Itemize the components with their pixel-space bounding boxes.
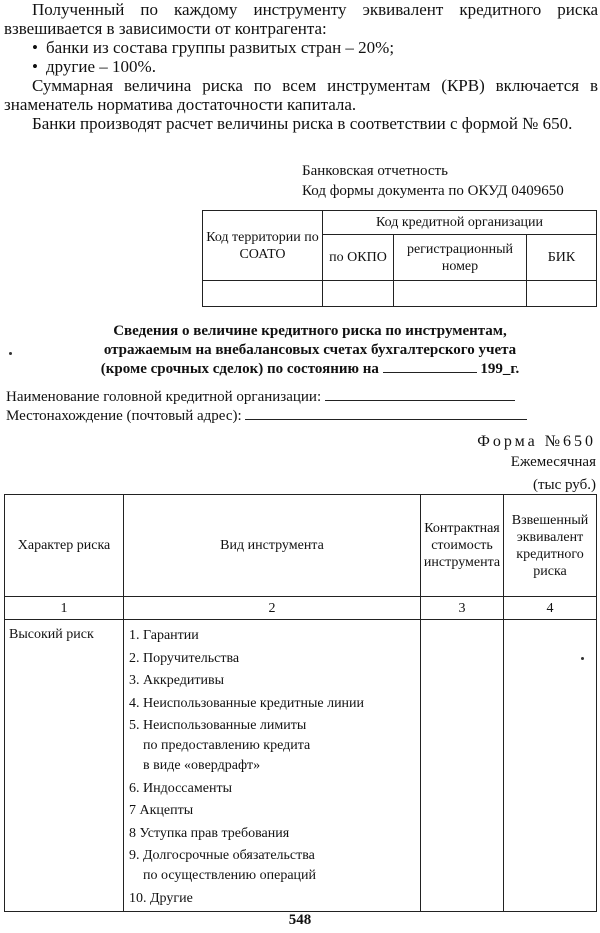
org-name-blank xyxy=(325,388,515,401)
page-number: 548 xyxy=(288,912,312,928)
bik-header: БИК xyxy=(527,235,597,281)
territory-code-header: Код территории по СОАТО xyxy=(203,211,323,281)
header-contract-value: Контрактная стоимость инструмента xyxy=(421,495,504,597)
list-item: 8 Уступка прав требования xyxy=(129,825,290,841)
intro-text xyxy=(4,0,598,133)
scan-speck xyxy=(581,657,584,660)
bullet-icon: • xyxy=(32,57,38,76)
list-item: 3. Аккредитивы xyxy=(129,673,224,688)
list-item: 9. Долгосрочные обязательства по осуществлению операций xyxy=(129,848,317,883)
table-header-row xyxy=(5,495,597,597)
instrument-list-cell xyxy=(124,620,421,912)
main-table xyxy=(4,494,597,912)
header-weighted-equivalent: Взвешенный эквивалент кредитного риска xyxy=(504,495,597,597)
list-item: 10. Другие xyxy=(129,890,193,906)
intro-paragraph-1: Полученный по каждому инструменту эквивалент кредитного риска взвешивается в зависимости от контрагента: xyxy=(4,0,598,38)
form-period: Ежемесячная xyxy=(510,454,596,470)
okud-code: Код формы документа по ОКУД 0409650 xyxy=(302,183,564,199)
list-item: 2. Поручительства xyxy=(129,650,240,666)
form-title: Сведения о величине кредитного риска по инструментам, отражаемым на внебалансовых счетах бухгалтерского учета (кроме срочных сделок) по состоянию на 199_г. xyxy=(100,323,520,377)
list-item: 4. Неиспользованные кредитные линии xyxy=(129,695,365,711)
bik-cell xyxy=(527,281,597,307)
intro-paragraph-3: Банки производят расчет величины риска в соответствии с формой № 650. xyxy=(32,114,573,133)
form-number: Форма №650 xyxy=(477,433,596,450)
reg-number-cell xyxy=(394,281,527,307)
table-row xyxy=(5,620,597,912)
reg-number-header: регистрационный номер xyxy=(394,235,527,281)
codes-table xyxy=(202,210,597,307)
list-item: 1. Гарантии xyxy=(129,628,199,643)
header-risk: Характер риска xyxy=(5,495,124,597)
column-number-row: 1 2 3 4 xyxy=(5,597,597,620)
risk-category-cell: Высокий риск xyxy=(5,620,124,912)
org-name-label: Наименование головной кредитной организации: xyxy=(6,389,322,405)
list-item: 7 Акцепты xyxy=(129,803,194,818)
header-instrument: Вид инструмента xyxy=(124,495,421,597)
list-item: 6. Индоссаменты xyxy=(129,780,232,796)
form-units: (тыс руб.) xyxy=(532,477,596,493)
report-type: Банковская отчетность xyxy=(302,163,448,179)
weighted-equivalent-cell xyxy=(504,620,597,912)
date-blank xyxy=(383,360,477,373)
okpo-cell xyxy=(323,281,394,307)
okpo-header: по ОКПО xyxy=(323,235,394,281)
address-label: Местонахождение (почтовый адрес): xyxy=(6,408,242,424)
bullet-item: • другие – 100%. xyxy=(32,57,156,76)
list-item: 5. Неиспользованные лимиты по предоставлению кредита в виде «овердрафт» xyxy=(129,718,311,773)
form-info xyxy=(477,432,596,495)
contract-value-cell xyxy=(421,620,504,912)
bullet-item: • банки из состава группы развитых стран – 20%; xyxy=(32,38,395,57)
report-info xyxy=(302,161,564,201)
bullet-icon: • xyxy=(32,38,38,57)
scan-speck xyxy=(9,352,12,355)
address-blank xyxy=(245,407,527,420)
territory-code-cell xyxy=(203,281,323,307)
header-fields xyxy=(6,388,527,426)
org-code-header: Код кредитной организации xyxy=(323,211,597,235)
intro-paragraph-2: Суммарная величина риска по всем инструментам (КРВ) включается в знаменатель норматива достаточности капитала. xyxy=(4,76,598,114)
